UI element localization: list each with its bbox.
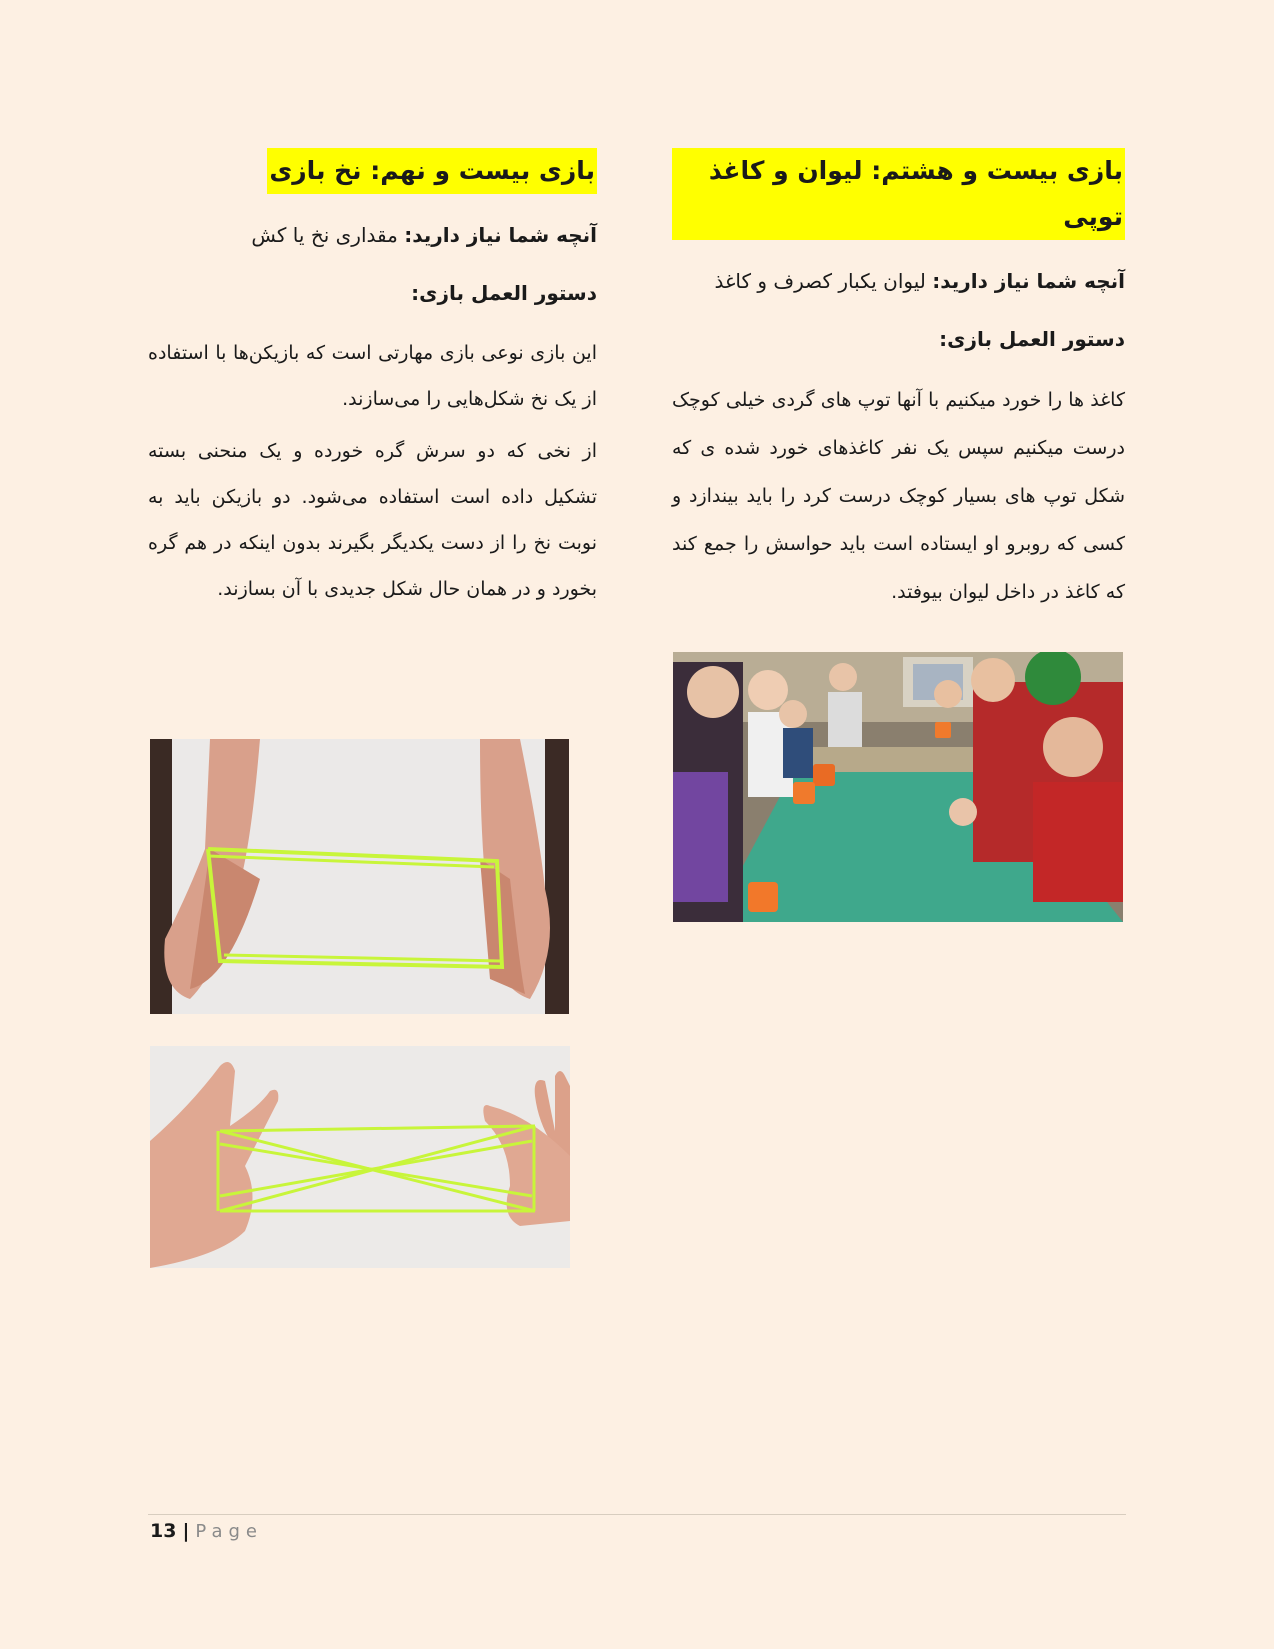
- page-word: Page: [195, 1521, 263, 1542]
- game-28-section: [672, 148, 1125, 616]
- game-28-title: بازی بیست و هشتم: لیوان و کاغذ توپی: [672, 148, 1125, 240]
- needs-label: آنچه شما نیاز دارید:: [404, 223, 597, 247]
- string-game-photo-1: [150, 739, 569, 1014]
- needs-text: لیوان یکبار کصرف و کاغذ: [714, 269, 933, 293]
- string-game-photo-2: [150, 1046, 570, 1268]
- game-29-title: بازی بیست و نهم: نخ بازی: [267, 148, 597, 194]
- game-29-needs: [148, 220, 597, 250]
- footer-divider: [148, 1514, 1126, 1515]
- cup-game-photo: [673, 652, 1123, 922]
- game-29-instructions-heading: دستور العمل بازی:: [411, 281, 597, 305]
- game-29-paragraph-2: از نخی که دو سرش گره خورده و یک منحنی بسته تشکیل داده است استفاده می‌شود. دو بازیکن باید به نوبت نخ را از دست یکدیگر بگیرند بدون اینکه در هم گره بخورد و در همان حال شکل جدیدی با آن بسازند.: [148, 440, 597, 600]
- needs-text: مقداری نخ یا کش: [251, 223, 405, 247]
- page-number: 13: [150, 1520, 177, 1542]
- game-28-instructions-heading: دستور العمل بازی:: [939, 327, 1125, 351]
- needs-label: آنچه شما نیاز دارید:: [932, 269, 1125, 293]
- page-footer: [150, 1520, 263, 1542]
- game-29-section: [148, 148, 597, 612]
- footer-separator: |: [182, 1520, 190, 1542]
- game-28-needs: [672, 266, 1125, 296]
- game-28-paragraph: کاغذ ها را خورد میکنیم با آنها توپ های گردی خیلی کوچک درست میکنیم سپس یک نفر کاغذهای خورد شده ی که شکل توپ های بسیار کوچک درست کرد را باید بیندازد و کسی که روبرو او ایستاده است باید حواسش را جمع کند که کاغذ در داخل لیوان بیوفتد.: [672, 389, 1125, 603]
- game-29-paragraph-1: این بازی نوعی بازی مهارتی است که بازیکن‌ها با استفاده از یک نخ شکل‌هایی را می‌سازند.: [148, 342, 597, 410]
